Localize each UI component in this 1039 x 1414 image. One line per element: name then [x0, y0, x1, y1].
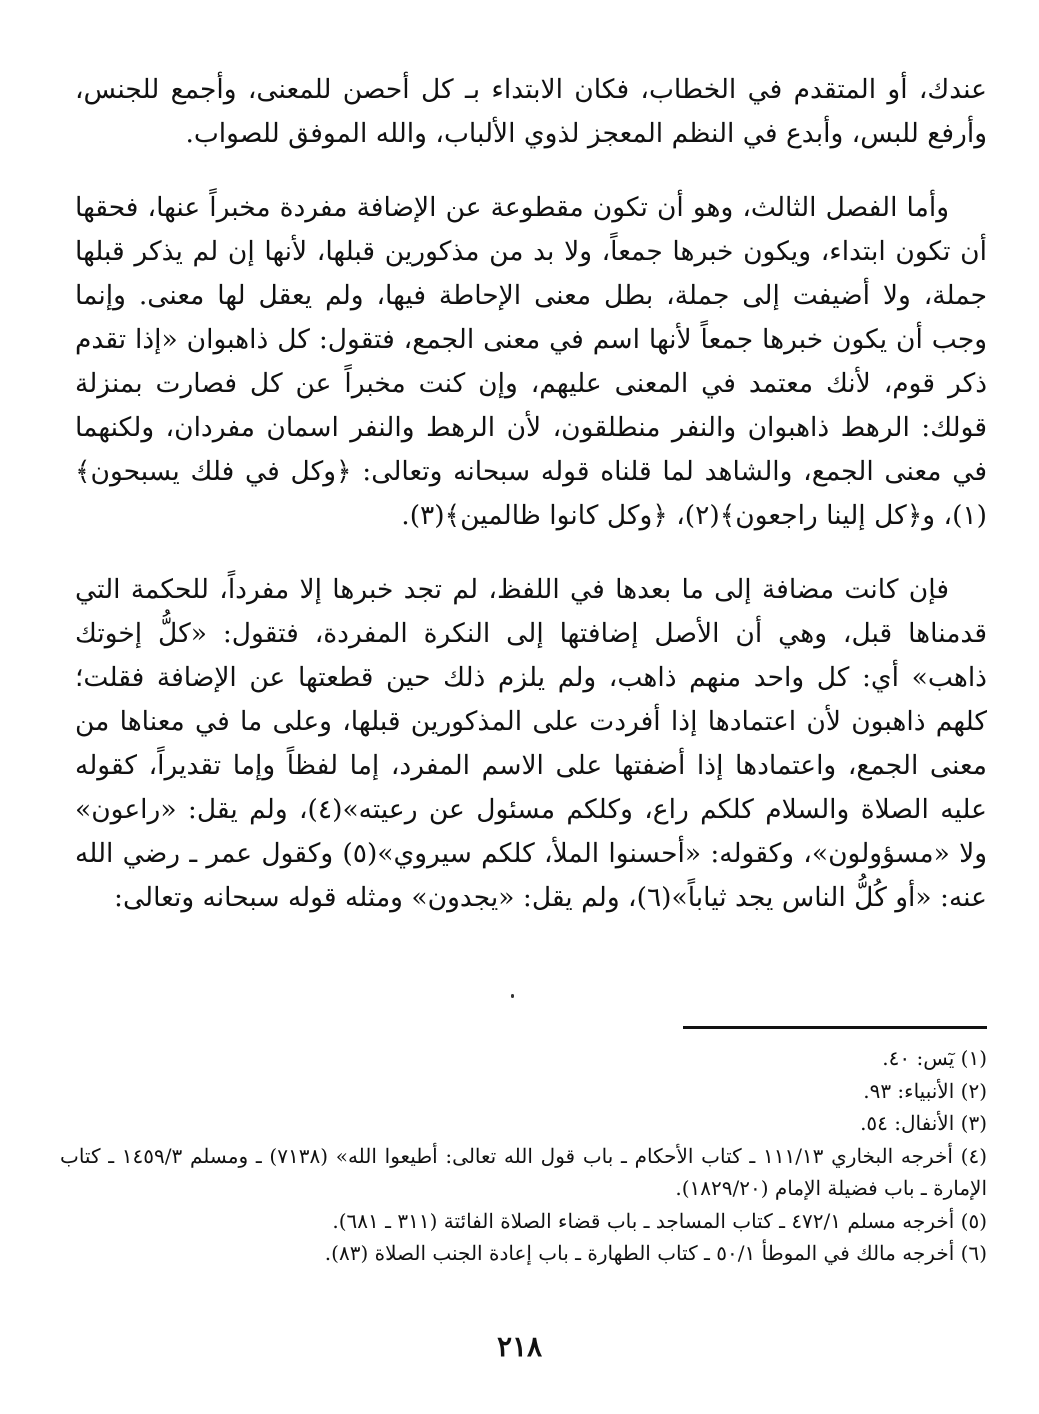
footnote-3: (٣) الأنفال: ٥٤. — [860, 1111, 987, 1135]
paragraph-1: عندك، أو المتقدم في الخطاب، فكان الابتداء بـ كل أحصن للمعنى، وأجمع للجنس، وأرفع للبس، وأبدع في النظم المعجز لذوي الألباب، والله الموفق للصواب. — [75, 74, 987, 149]
footnote-1: (١) يٓس: ٤٠. — [882, 1046, 987, 1070]
footnote-5: (٥) أخرجه مسلم ٤٧٢/١ ـ كتاب المساجد ـ باب قضاء الصلاة الفائتة (٣١١ ـ ٦٨١). — [332, 1208, 987, 1233]
page-number: ٢١٨ — [496, 1330, 543, 1363]
page-body — [75, 68, 987, 920]
footnotes-list — [60, 1042, 987, 1270]
paragraph-2: وأما الفصل الثالث، وهو أن تكون مقطوعة عن الإضافة مفردة مخبراً عنها، فحقها أن تكون ابتداء، ويكون خبرها جمعاً، ولا بد من مذكورين قبلها، لأنها إن لم يذكر قبلها جملة، ولا أضيفت إلى جملة، بطل معنى الإحاطة فيها، ولم يعقل لها معنى. وإنما وجب أن يكون خبرها جمعاً لأنها اسم في معنى الجمع، فتقول: كل ذاهبوان «إذا تقدم ذكر قوم، لأنك معتمد في المعنى عليهم، وإن كنت مخبراً عن كل فصارت بمنزلة قولك: الرهط ذاهبوان والنفر منطلقون، لأن الرهط والنفر اسمان مفردان، ولكنهما في معنى الجمع، والشاهد لما قلناه قوله سبحانه وتعالى: ﴿وكل في فلك يسبحون﴾(١)، و﴿كل إلينا راجعون﴾(٢)، ﴿وكل كانوا ظالمين﴾(٣). — [75, 192, 987, 531]
footnote-4: (٤) أخرجه البخاري ١١١/١٣ ـ كتاب الأحكام ـ باب قول الله تعالى: أطيعوا الله» (٧١٣٨) ـ ومسلم ١٤٥٩/٣ ـ كتاب الإمارة ـ باب فضيلة الإمام (١٨٢٩/٢٠). — [60, 1143, 987, 1200]
footnote-6: (٦) أخرجه مالك في الموطأ ٥٠/١ ـ كتاب الطهارة ـ باب إعادة الجنب الصلاة (٨٣). — [324, 1241, 987, 1265]
paragraph-3: فإن كانت مضافة إلى ما بعدها في اللفظ، لم تجد خبرها إلا مفرداً، للحكمة التي قدمناها قبل، وهي أن الأصل إضافتها إلى النكرة المفردة، فتقول: «كلُّ إخوتك ذاهب» أي: كل واحد منهم ذاهب، ولم يلزم ذلك حين قطعتها عن الإضافة فقلت؛ كلهم ذاهبون لأن اعتمادها إذا أفردت على المذكورين قبلها، وعلى ما في معناها من معنى الجمع، واعتمادها إذا أضفتها على الاسم المفرد، إما لفظاً وإما تقديراً، كقوله عليه الصلاة والسلام كلكم راع، وكلكم مسئول عن رعيته»(٤)، ولم يقل: «راعون» ولا «مسؤولون»، وكقوله: «أحسنوا الملأ، كلكم سيروي»(٥) وكقول عمر ـ رضي الله عنه: «أو كُلُّ الناس يجد ثياباً»(٦)، ولم يقل: «يجدون» ومثله قوله سبحانه وتعالى: — [75, 574, 987, 913]
footnote-2: (٢) الأنبياء: ٩٣. — [863, 1078, 987, 1103]
footnote-separator — [683, 1026, 987, 1029]
stray-mark — [511, 994, 514, 998]
